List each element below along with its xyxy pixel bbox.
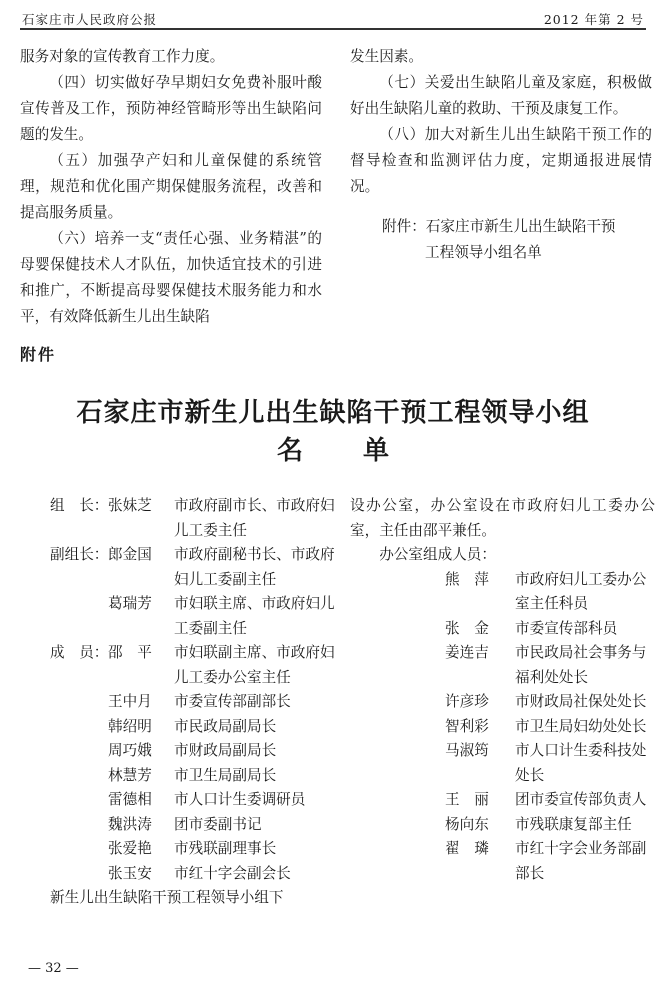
list-item: [50, 788, 340, 813]
member-name: 雷德相: [108, 791, 152, 808]
member-position: 市政府副秘书长、市政府妇儿工委副主任: [174, 546, 335, 588]
leadership-list: [50, 494, 340, 911]
member-position: 市民政局副局长: [174, 717, 277, 735]
office-members-label: 办公室组成人员：: [379, 546, 496, 563]
member-role: [50, 764, 108, 789]
member-name: 林慧芳: [108, 766, 152, 784]
member-position: 市卫生局副局长: [174, 766, 277, 784]
member-name: 张 金: [445, 619, 489, 637]
member-name: 邵 平: [108, 644, 152, 661]
list-item: [50, 862, 340, 887]
attachment-note: [350, 214, 652, 266]
list-item: [50, 764, 340, 789]
member-name: 王中月: [108, 693, 152, 710]
member-name: 王 丽: [445, 791, 489, 808]
member-name: 翟 璘: [445, 840, 489, 857]
member-role: [50, 862, 108, 887]
paragraph: （四）切实做好孕早期妇女免费补服叶酸宣传普及工作，预防神经管畸形等出生缺陷问题的发生。: [20, 74, 322, 143]
member-position: 市人口计生委调研员: [174, 791, 306, 808]
list-footer-text: 新生儿出生缺陷干预工程领导小组下: [50, 889, 284, 906]
list-item: [350, 690, 655, 715]
member-role: [50, 837, 108, 862]
member-position: 市委宣传部科员: [515, 619, 618, 637]
member-position: 市财政局副局长: [174, 742, 277, 759]
paragraph: （八）加大对新生儿出生缺陷干预工作的督导检查和监测评估力度，定期通报进展情况。: [350, 126, 652, 195]
paragraph: （七）关爱出生缺陷儿童及家庭，积极做好出生缺陷儿童的救助、干预及康复工作。: [350, 74, 652, 117]
list-item: [50, 543, 340, 592]
list-item: [50, 494, 340, 543]
member-role: [50, 690, 108, 715]
member-position: 市财政局社保处处长: [515, 693, 647, 710]
section-label: 附件: [20, 345, 57, 364]
member-position: 团市委宣传部负责人: [515, 791, 647, 808]
list-item: [350, 739, 655, 788]
list-item: [50, 837, 340, 862]
list-item: [50, 813, 340, 838]
document-title: [20, 394, 646, 470]
member-position: 市残联康复部主任: [515, 815, 632, 833]
issue-number: 2012 年第 2 号: [543, 12, 644, 27]
member-position: 市妇联副主席、市政府妇儿工委办公室主任: [174, 644, 335, 686]
list-item: [350, 788, 655, 813]
member-position: 市民政局社会事务与福利处处长: [515, 644, 647, 686]
list-item: [350, 715, 655, 740]
member-role: [50, 788, 108, 813]
member-name: 葛瑞芳: [108, 595, 152, 612]
member-position: 市政府副市长、市政府妇儿工委主任: [174, 497, 335, 539]
member-name: 马淑筠: [445, 742, 489, 759]
page-number: — 32 —: [28, 961, 79, 976]
member-role: [50, 715, 108, 740]
member-role: 副组长：: [50, 546, 109, 563]
member-name: 魏洪涛: [108, 815, 152, 833]
member-position: 市红十字会副会长: [174, 864, 291, 882]
member-role: 组 长：: [50, 497, 109, 514]
member-position: 市政府妇儿工委办公室主任科员: [515, 570, 647, 612]
member-position: 市委宣传部副部长: [174, 693, 291, 710]
list-item: [50, 592, 340, 641]
paragraph: 服务对象的宣传教育工作力度。: [20, 48, 225, 65]
member-position: 市红十字会业务部副部长: [515, 840, 647, 882]
paragraph: （六）培养一支“责任心强、业务精湛”的母婴保健技术人才队伍，加快适宜技术的引进和推广，不断提高母婴保健技术服务能力和水平，有效降低新生儿出生缺陷: [20, 230, 322, 325]
list-item: [50, 690, 340, 715]
office-list: [350, 494, 655, 886]
member-position: 市卫生局妇幼处处长: [515, 717, 647, 735]
member-name: 韩绍明: [108, 717, 152, 735]
list-item: [50, 739, 340, 764]
office-intro: 设办公室，办公室设在市政府妇儿工委办公室，主任由邵平兼任。: [350, 497, 655, 539]
list-item: [50, 641, 340, 690]
right-text-column: [350, 44, 652, 266]
member-position: 市残联副理事长: [174, 840, 277, 857]
list-item: [350, 641, 655, 690]
member-role: [50, 592, 108, 641]
member-name: 杨向东: [445, 815, 489, 833]
list-item: [350, 813, 655, 838]
member-name: 张妹芝: [108, 497, 152, 514]
member-name: 周巧娥: [108, 742, 152, 759]
member-name: 张玉安: [108, 864, 152, 882]
member-position: 市妇联主席、市政府妇儿工委副主任: [174, 595, 335, 637]
list-item: [350, 568, 655, 617]
member-role: [50, 739, 108, 764]
attachment-line: 附件：石家庄市新生儿出生缺陷干预: [382, 218, 616, 235]
page-header: [20, 6, 646, 30]
paragraph: 发生因素。: [350, 48, 423, 65]
member-name: 张爱艳: [108, 840, 152, 857]
member-role: [50, 813, 108, 838]
attachment-line: 工程领导小组名单: [425, 244, 542, 261]
list-item: [350, 837, 655, 886]
member-position: 团市委副书记: [174, 815, 262, 833]
member-name: 熊 萍: [445, 570, 489, 588]
list-item: [50, 715, 340, 740]
member-position: 市人口计生委科技处处长: [515, 742, 647, 784]
member-role: 成 员：: [50, 644, 109, 661]
title-line: 石家庄市新生儿出生缺陷干预工程领导小组: [76, 398, 590, 428]
member-name: 智利彩: [445, 717, 489, 735]
member-name: 姜连吉: [445, 644, 489, 661]
paragraph: （五）加强孕产妇和儿童保健的系统管理，规范和优化围产期保健服务流程，改善和提高服务质量。: [20, 152, 322, 221]
title-line: 名单: [276, 436, 449, 466]
publication-title: 石家庄市人民政府公报: [22, 12, 158, 27]
member-name: 郎金国: [108, 546, 152, 563]
left-text-column: [20, 44, 322, 330]
list-item: [350, 617, 655, 642]
member-name: 许彦珍: [445, 693, 489, 710]
